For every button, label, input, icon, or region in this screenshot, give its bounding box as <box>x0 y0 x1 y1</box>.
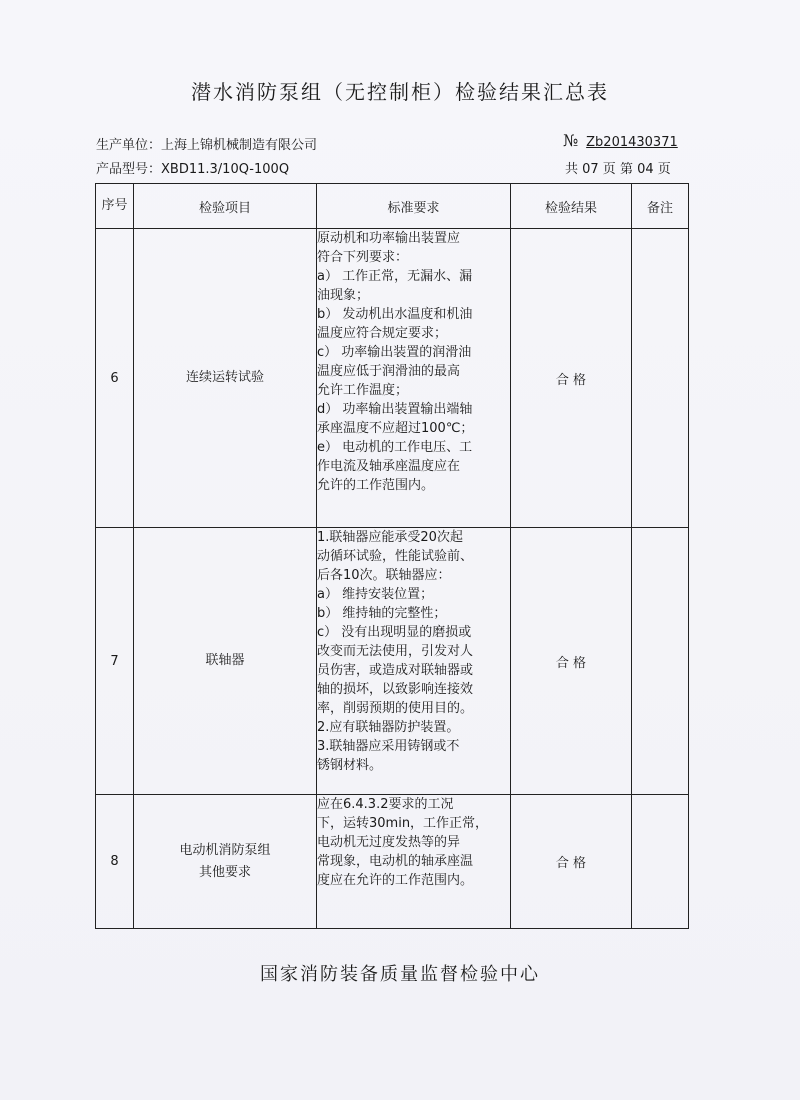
cell-note <box>632 528 689 795</box>
requirement-line: 改变而无法使用，引发对人 <box>317 644 474 659</box>
cell-item: 电动机消防泵组 其他要求 <box>134 795 317 929</box>
cell-no: 8 <box>96 795 134 929</box>
results-table <box>95 183 689 929</box>
cell-no: 6 <box>96 229 134 528</box>
producer-label: 生产单位： <box>96 138 162 153</box>
requirement-line: 承座温度不应超过100℃； <box>317 421 474 436</box>
table-row <box>96 229 689 528</box>
table-row <box>96 528 689 795</box>
model-value: XBD11.3/10Q-100Q <box>161 162 290 177</box>
cell-no: 7 <box>96 528 134 795</box>
requirement-line: 3.联轴器应采用铸钢或不 <box>317 739 460 754</box>
requirement-line: 应在6.4.3.2要求的工况 <box>317 797 454 812</box>
requirement-line: 原动机和功率输出装置应 <box>317 231 461 246</box>
issuer-footer: 国家消防装备质量监督检验中心 <box>260 964 540 985</box>
cell-note <box>632 795 689 929</box>
model-label: 产品型号： <box>96 162 162 177</box>
cell-item: 联轴器 <box>134 528 317 795</box>
cell-result: 合 格 <box>511 528 632 795</box>
requirement-line: b） 维持轴的完整性； <box>317 606 447 621</box>
header-result: 检验结果 <box>511 184 632 229</box>
header-note: 备注 <box>632 184 689 229</box>
requirement-line: 电动机无过度发热等的异 <box>317 835 461 850</box>
requirement-line: 1.联轴器应能承受20次起 <box>317 530 463 545</box>
table-header-row <box>96 184 689 229</box>
cell-result: 合 格 <box>511 229 632 528</box>
model-line <box>96 158 289 177</box>
cell-result: 合 格 <box>511 795 632 929</box>
requirement-line: 允许的工作范围内。 <box>317 478 435 493</box>
requirement-line: 下，运转30min，工作正常， <box>317 816 489 831</box>
table-row <box>96 795 689 929</box>
requirement-line: e） 电动机的工作电压、工 <box>317 440 473 455</box>
document-title: 潜水消防泵组（无控制柜）检验结果汇总表 <box>191 80 609 104</box>
requirement-line: 后各10次。联轴器应： <box>317 568 451 583</box>
cell-note <box>632 229 689 528</box>
page-count: 共 07 页 第 04 页 <box>565 162 671 177</box>
cell-requirement <box>317 229 511 528</box>
number-value: Zb201430371 <box>586 135 678 150</box>
producer-line <box>96 134 317 153</box>
cell-requirement <box>317 528 511 795</box>
requirement-line: c） 功率输出装置的润滑油 <box>317 345 472 360</box>
header-requirement: 标准要求 <box>317 184 511 229</box>
requirement-line: 温度应符合规定要求； <box>317 326 448 341</box>
requirement-line: a） 维持安装位置； <box>317 587 434 602</box>
requirement-line: 2.应有联轴器防护装置。 <box>317 720 460 735</box>
header-no: 序号 <box>96 184 134 229</box>
requirement-line: 允许工作温度； <box>317 383 409 398</box>
requirement-line: 度应在允许的工作范围内。 <box>317 873 474 888</box>
producer-name: 上海上锦机械制造有限公司 <box>161 138 318 153</box>
requirement-line: a） 工作正常，无漏水、漏 <box>317 269 473 284</box>
report-number <box>563 131 678 150</box>
requirement-line: 作电流及轴承座温度应在 <box>317 459 461 474</box>
number-symbol: № <box>563 131 579 150</box>
requirement-line: 动循环试验，性能试验前、 <box>317 549 474 564</box>
requirement-line: 温度应低于润滑油的最高 <box>317 364 461 379</box>
requirement-line: 率，削弱预期的使用目的。 <box>317 701 474 716</box>
requirement-line: 符合下列要求： <box>317 250 409 265</box>
requirement-line: 轴的损坏，以致影响连接效 <box>317 682 474 697</box>
cell-requirement <box>317 795 511 929</box>
requirement-line: b） 发动机出水温度和机油 <box>317 307 473 322</box>
cell-item: 连续运转试验 <box>134 229 317 528</box>
requirement-line: 常现象，电动机的轴承座温 <box>317 854 474 869</box>
requirement-line: d） 功率输出装置输出端轴 <box>317 402 473 417</box>
requirement-line: 员伤害，或造成对联轴器或 <box>317 663 474 678</box>
requirement-line: 锈钢材料。 <box>317 758 383 773</box>
requirement-line: c） 没有出现明显的磨损或 <box>317 625 472 640</box>
header-item: 检验项目 <box>134 184 317 229</box>
requirement-line: 油现象； <box>317 288 370 303</box>
